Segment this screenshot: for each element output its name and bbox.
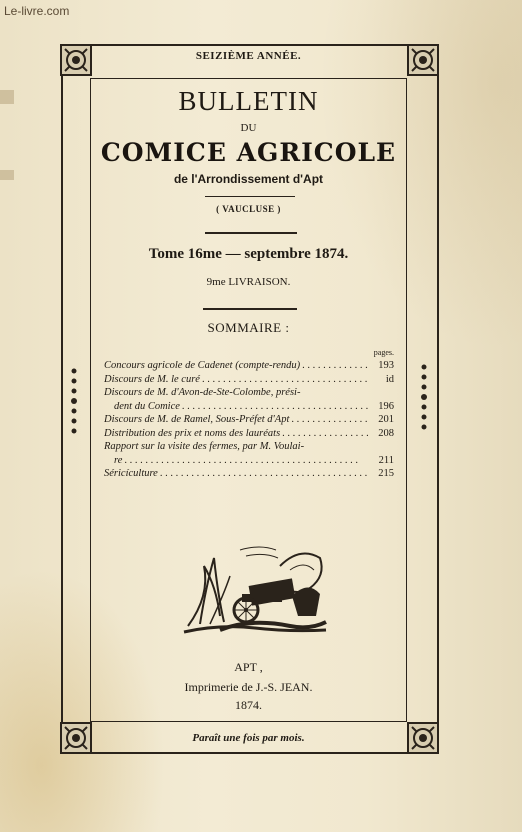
toc-entry: Séricículture . . . 215 (104, 468, 394, 482)
agricultural-vignette-icon (180, 536, 330, 640)
imprint-city: APT , (234, 660, 263, 674)
imprint-printer: Imprimerie de J.-S. JEAN. (184, 680, 313, 694)
toc-pages-label: pages. (373, 348, 394, 357)
toc-entry: Concours agricole de Cadenet (compte-rendu) . . . 193 (104, 360, 394, 374)
title-comice: COMICE AGRICOLE (100, 138, 397, 167)
divider (205, 232, 297, 234)
corner-ornament-icon (60, 44, 92, 76)
toc-entry: dent du Comice . . . 196 (104, 401, 394, 415)
side-ornament-icon (69, 366, 79, 436)
spine-stain (0, 90, 14, 104)
imprint-year: 1874. (235, 698, 262, 712)
toc-entry: Discours de M. de Ramel, Sous-Préfet d'Apt . . . 201 (104, 414, 394, 428)
corner-ornament-icon (60, 722, 92, 754)
toc-entry: Rapport sur la visite des fermes, par M. Voulai- (104, 441, 305, 452)
toc-entry: Discours de M. le curé . . . id (104, 374, 394, 388)
toc-entry: re . . . 211 (104, 455, 394, 469)
toc-entry: Distribution des prix et noms des lauréats . . . 208 (104, 428, 394, 442)
toc-entry: Discours de M. d'Avon-de-Ste-Colombe, prési- (104, 387, 301, 398)
divider (203, 308, 297, 310)
table-of-contents (104, 348, 394, 482)
side-ornament-icon (419, 362, 429, 432)
corner-ornament-icon (407, 722, 439, 754)
divider (205, 196, 295, 197)
spine-stain (0, 170, 14, 180)
edition-year-label: SEIZIÈME ANNÉE. (195, 50, 302, 62)
issue-livraison: 9me LIVRAISON. (206, 276, 291, 288)
title-arrondissement: de l'Arrondissement d'Apt (173, 172, 324, 186)
title-department: ( VAUCLUSE ) (216, 204, 281, 214)
corner-ornament-icon (407, 44, 439, 76)
publication-frequency: Paraît une fois par mois. (192, 732, 305, 744)
issue-tome: Tome 16me — septembre 1874. (148, 246, 349, 262)
title-du: DU (240, 122, 257, 134)
watermark: Le-livre.com (4, 4, 70, 18)
title-bulletin: BULLETIN (178, 86, 319, 116)
sommaire-heading: SOMMAIRE : (207, 320, 290, 335)
